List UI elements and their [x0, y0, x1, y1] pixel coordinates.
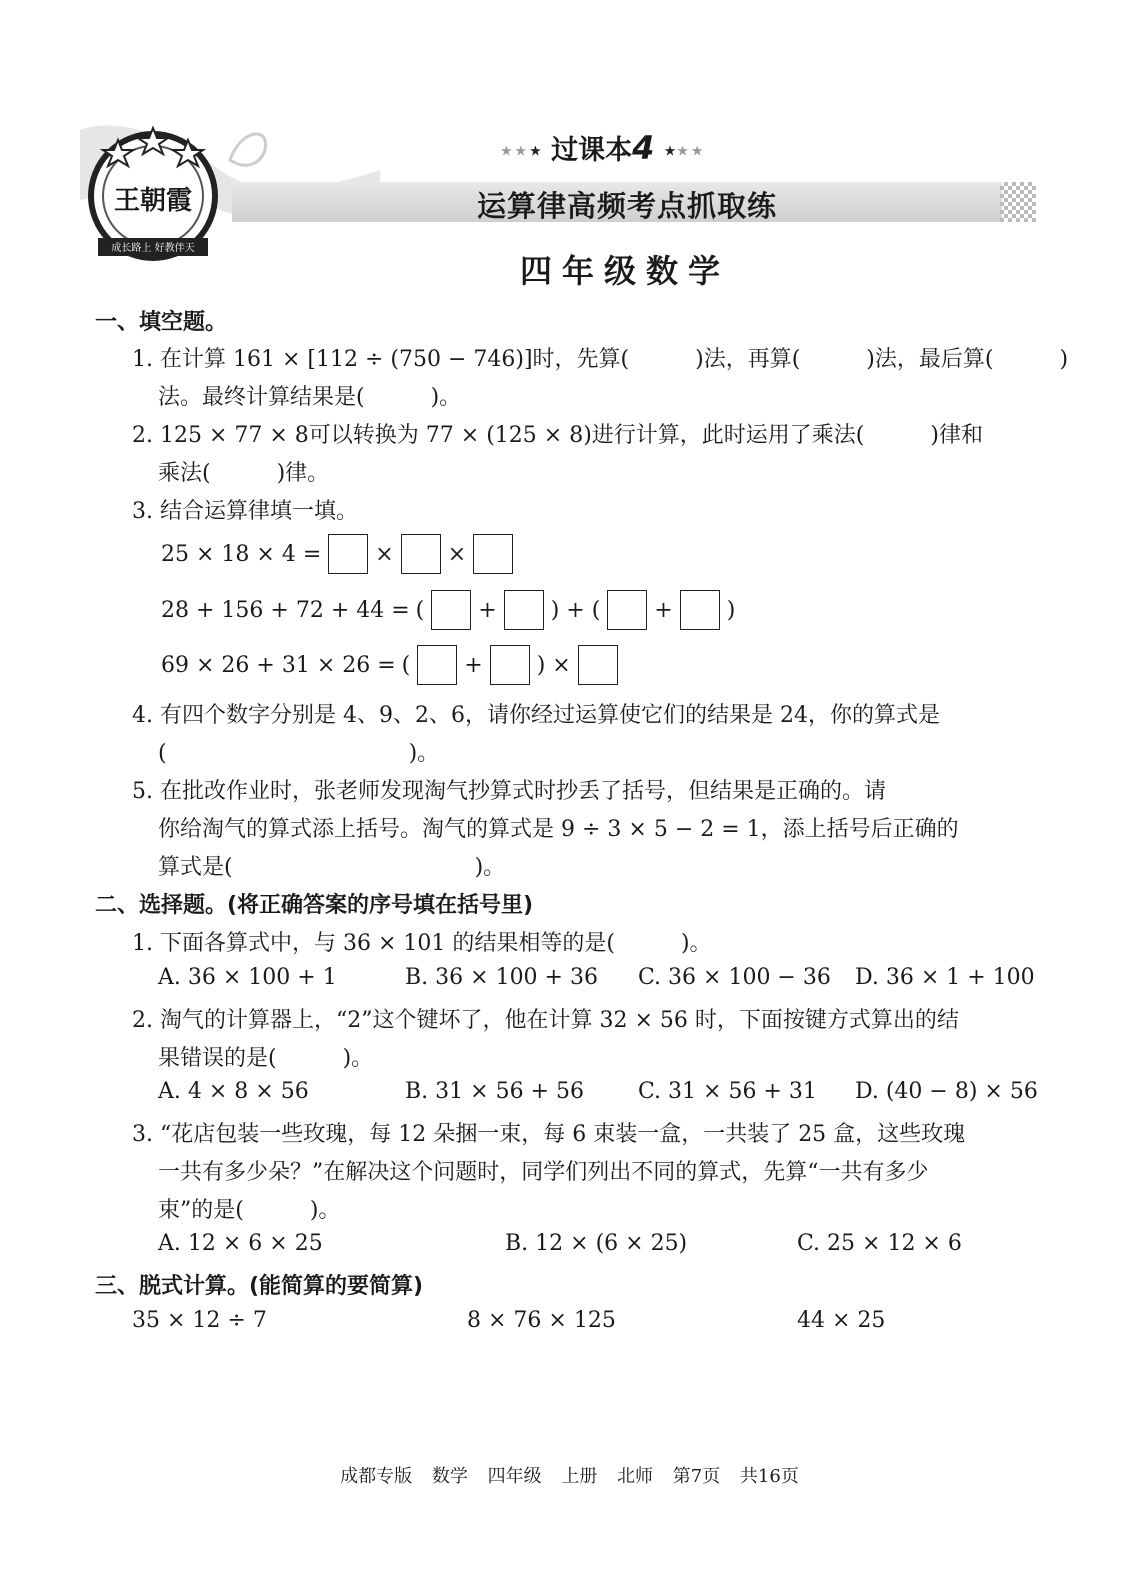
calc-item-1: 35 × 12 ÷ 7: [132, 1308, 267, 1333]
q5-line3: 算式是( )。: [158, 855, 506, 880]
q2-line1: 2. 125 × 77 × 8可以转换为 77 × (125 × 8)进行计算，此时运用了乘法( )律和: [132, 423, 983, 448]
s2-q3-line2: 一共有多少朵？”在解决这个问题时，同学们列出不同的算式，先算“一共有多少: [158, 1160, 929, 1185]
answer-box[interactable]: [578, 645, 618, 685]
q5-line1: 5. 在批改作业时，张老师发现淘气抄算式时抄丢了括号，但结果是正确的。请: [132, 779, 886, 804]
series-title: [500, 128, 705, 167]
plus-sign: +: [654, 597, 673, 623]
left-paren: (: [401, 652, 411, 678]
equation-1: [158, 534, 517, 574]
left-paren: (: [415, 597, 425, 623]
eq1-left: 25 × 18 × 4 =: [161, 541, 322, 567]
s2-q3-line1: 3. “花店包装一些玫瑰，每 12 朵捆一束，每 6 束装一盒，一共装了 25 盒，这些玫瑰: [132, 1122, 966, 1147]
plus-sign: +: [464, 652, 483, 678]
q1-line1: 1. 在计算 161 × [112 ÷ (750 − 746)]时，先算( )法，再算( )法，最后算( ): [132, 347, 1069, 372]
section3-title: 三、脱式计算。(能简算的要简算): [95, 1274, 424, 1299]
eq3-left: 69 × 26 + 31 × 26 =: [161, 652, 396, 678]
page-footer: 成都专版 数学 四年级 上册 北师 第7页 共16页: [340, 1466, 799, 1487]
q3-line1: 3. 结合运算律填一填。: [132, 499, 358, 524]
s2-q1-option-a: A. 36 × 100 + 1: [158, 965, 337, 990]
subject-title: 四年级数学: [519, 252, 730, 290]
answer-box[interactable]: [607, 590, 647, 630]
paren-plus: ) + (: [550, 597, 601, 623]
answer-box[interactable]: [680, 590, 720, 630]
plus-sign: +: [478, 597, 497, 623]
banner-title: 运算律高频考点抓取练: [476, 189, 777, 223]
calc-item-3: 44 × 25: [797, 1308, 886, 1333]
equation-3: [158, 645, 622, 685]
star-icon: ★★: [676, 143, 706, 160]
s2-q2-option-a: A. 4 × 8 × 56: [158, 1079, 309, 1104]
series-prefix: 过课本: [551, 135, 633, 166]
s2-q2-line1: 2. 淘气的计算器上，“2”这个键坏了，他在计算 32 × 56 时，下面按键方式算出的结: [132, 1008, 959, 1033]
s2-q2-option-d: D. (40 − 8) × 56: [855, 1079, 1038, 1104]
s2-q1-option-c: C. 36 × 100 − 36: [638, 965, 831, 990]
s2-q3-line3: 束”的是( )。: [158, 1198, 341, 1223]
s2-q1-option-b: B. 36 × 100 + 36: [405, 965, 598, 990]
eq2-left: 28 + 156 + 72 + 44 =: [161, 597, 410, 623]
paren-times: ) ×: [536, 652, 571, 678]
q5-line2: 你给淘气的算式添上括号。淘气的算式是 9 ÷ 3 × 5 − 2 = 1，添上括号后正确的: [158, 817, 959, 842]
logo-slogan: 成长路上 好教伴天: [111, 243, 195, 254]
answer-box[interactable]: [431, 590, 471, 630]
answer-box[interactable]: [504, 590, 544, 630]
section1-title: 一、填空题。: [95, 310, 228, 335]
s2-q3-option-a: A. 12 × 6 × 25: [158, 1231, 323, 1256]
answer-box[interactable]: [473, 534, 513, 574]
s2-q3-option-c: C. 25 × 12 × 6: [797, 1231, 962, 1256]
q2-line2: 乘法( )律。: [158, 461, 330, 486]
s2-q2-option-b: B. 31 × 56 + 56: [405, 1079, 584, 1104]
answer-box[interactable]: [328, 534, 368, 574]
s2-q1: 1. 下面各算式中，与 36 × 101 的结果相等的是( )。: [132, 931, 712, 956]
q4-line1: 4. 有四个数字分别是 4、9、2、6，请你经过运算使它们的结果是 24，你的算式是: [132, 703, 940, 728]
logo-text: 王朝霞: [113, 186, 192, 216]
answer-box[interactable]: [401, 534, 441, 574]
answer-box[interactable]: [417, 645, 457, 685]
s2-q2-line2: 果错误的是( )。: [158, 1046, 374, 1071]
star-icon: ★: [529, 143, 542, 160]
s2-q2-option-c: C. 31 × 56 + 31: [638, 1079, 817, 1104]
s2-q3-option-b: B. 12 × (6 × 25): [505, 1231, 688, 1256]
equation-2: [158, 590, 738, 630]
right-paren: ): [726, 597, 736, 623]
calc-item-2: 8 × 76 × 125: [467, 1308, 616, 1333]
q1-line2: 法。最终计算结果是( )。: [158, 385, 462, 410]
section2-title: 二、选择题。(将正确答案的序号填在括号里): [95, 893, 534, 918]
series-number: 4: [632, 129, 655, 167]
star-icon: ★: [663, 143, 677, 160]
s2-q1-option-d: D. 36 × 1 + 100: [855, 965, 1035, 990]
times-sign: ×: [447, 541, 467, 567]
q4-line2: ( )。: [158, 741, 440, 766]
star-icon: ★★: [500, 143, 530, 160]
times-sign: ×: [375, 541, 394, 567]
answer-box[interactable]: [490, 645, 530, 685]
